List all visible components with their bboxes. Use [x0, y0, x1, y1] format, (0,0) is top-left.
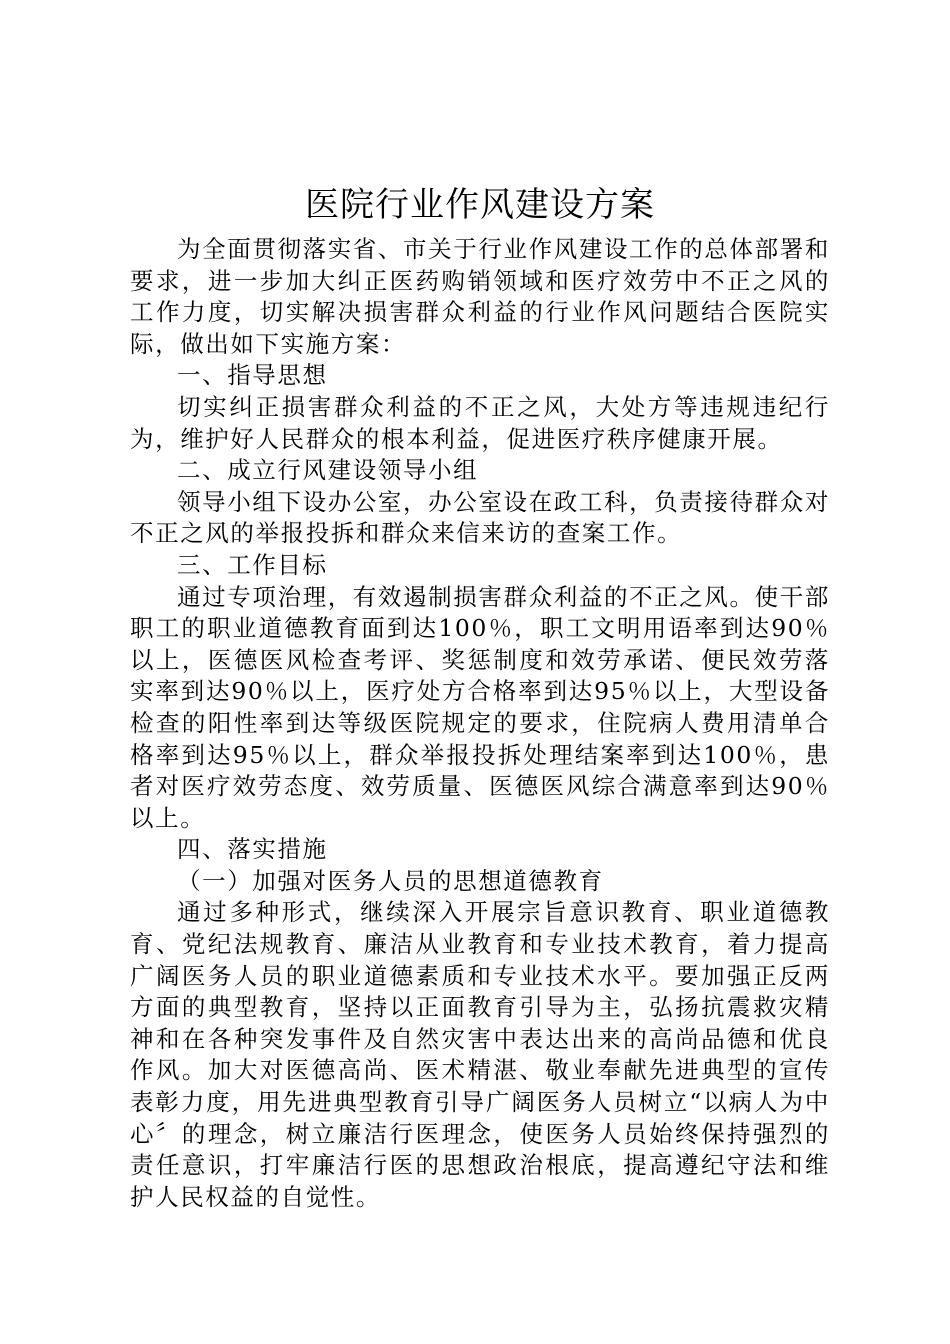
document-title: 医院行业作风建设方案 [305, 185, 655, 225]
paragraph-leading-group: 领导小组下设办公室，办公室设在政工科，负责接待群众对不正之风的举报投拆和群众来信来访的查案工作。 [130, 487, 830, 548]
paragraph-ethics-education: 通过多种形式，继续深入开展宗旨意识教育、职业道德教育、党纪法规教育、廉洁从业教育和专业技术教育，着力提高广阔医务人员的职业道德素质和专业技术水平。要加强正反两方面的典型教育，坚持以正面教育引导为主，弘扬抗震救灾精神和在各种突发事件及自然灾害中表达出来的高尚品德和优良作风。加大对医德高尚、医术精湛、敬业奉献先进典型的宣传表彰力度，用先进典型教育引导广阔医务人员树立“以病人为中心〞的理念，树立廉洁行医理念，使医务人员始终保持强烈的责任意识，打牢廉洁行医的思想政治根底，提高遵纪守法和维护人民权益的自觉性。 [130, 898, 830, 1211]
paragraph-guiding-thought: 切实纠正损害群众利益的不正之风，大处方等违规违纪行为，维护好人民群众的根本利益，促进医疗秩序健康开展。 [130, 392, 830, 453]
heading-leading-group: 二、成立行风建设领导小组 [177, 456, 479, 485]
heading-work-goals: 三、工作目标 [177, 550, 328, 579]
heading-guiding-thought: 一、指导思想 [177, 361, 328, 390]
paragraph-work-goals: 通过专项治理，有效遏制损害群众利益的不正之风。使干部职工的职业道德教育面到达100％，职工文明用语率到达90％以上，医德医风检查考评、奖惩制度和效劳承诺、便民效劳落实率到达90％以上，医疗处方合格率到达95％以上，大型设备检查的阳性率到达等级医院规定的要求，住院病人费用清单合格率到达95％以上，群众举报投拆处理结案率到达100％，患者对医疗效劳态度、效劳质量、医德医风综合满意率到达90％以上。 [130, 582, 830, 832]
heading-measures: 四、落实措施 [177, 835, 328, 864]
paragraph-intro: 为全面贯彻落实省、市关于行业作风建设工作的总体部署和要求，进一步加大纠正医药购销领域和医疗效劳中不正之风的工作力度，切实解决损害群众利益的行业作风问题结合医院实际，做出如下实施方案： [130, 235, 830, 358]
subheading-ethics-education: （一）加强对医务人员的思想道德教育 [177, 866, 604, 895]
document-body [130, 234, 830, 1213]
